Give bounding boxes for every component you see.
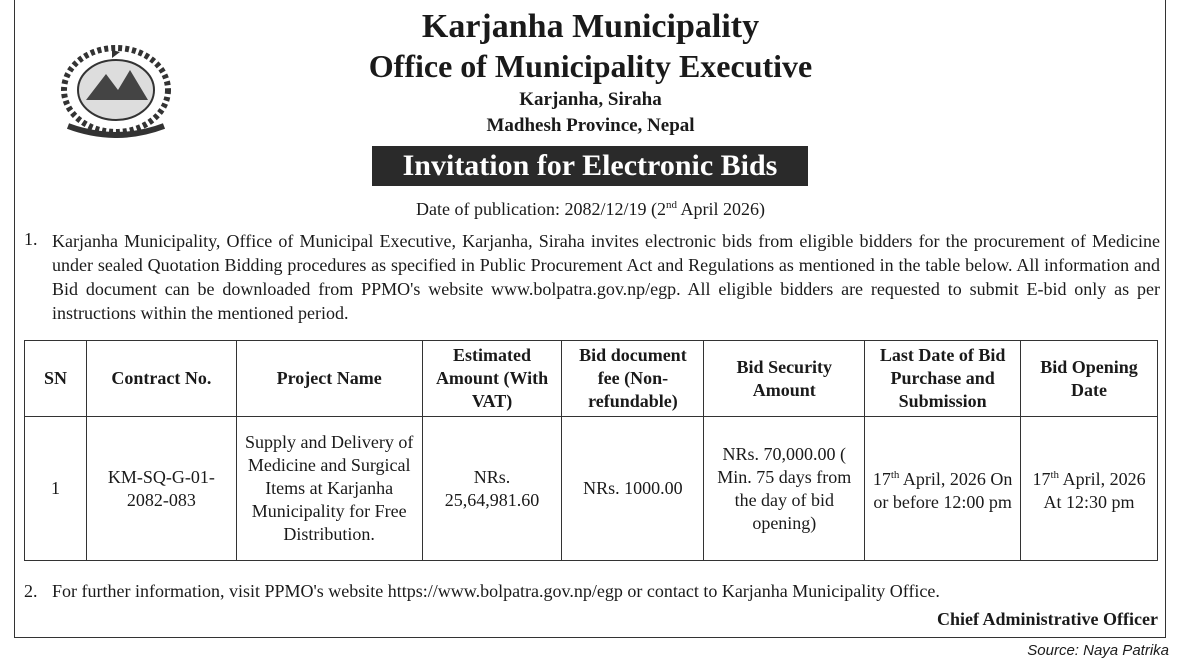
cell-contract: KM-SQ-G-01-2082-083: [86, 417, 236, 561]
paragraph-number: 2.: [24, 581, 38, 601]
col-header: Project Name: [236, 341, 422, 417]
col-header: Last Date of Bid Purchase and Submission: [865, 341, 1021, 417]
table-row: [25, 417, 1158, 561]
cell-security: NRs. 70,000.00 ( Min. 75 days from the day of bid opening): [704, 417, 865, 561]
address-line-1: Karjanha, Siraha: [519, 89, 662, 110]
paragraph-number: 1.: [24, 229, 38, 249]
paragraph-1: Karjanha Municipality, Office of Municipal Executive, Karjanha, Siraha invites electronic bids from eligible bidders for the procurement of Medicine under sealed Quotation Bidding procedures as specified in Public Procurement Act and Regulations as mentioned in the table below. All information and Bid document can be downloaded from PPMO's website www.bolpatra.gov.np/egp. All eligible bidders are requested to submit E-bid only as per instructions within the mentioned period.: [52, 231, 1160, 323]
paragraph-2: For further information, visit PPMO's website https://www.bolpatra.gov.np/egp or contact to Karjanha Municipality Office.: [52, 581, 940, 601]
cell-project: Supply and Delivery of Medicine and Surgical Items at Karjanha Municipality for Free Distribution.: [236, 417, 422, 561]
office-title: Office of Municipality Executive: [368, 48, 813, 84]
bid-table: [24, 340, 1158, 561]
col-header: Bid Opening Date: [1021, 341, 1158, 417]
notice-banner: Invitation for Electronic Bids: [372, 146, 808, 186]
publication-date: Date of publication: 2082/12/19 (2nd April 2026): [416, 199, 765, 219]
col-header: Estimated Amount (With VAT): [422, 341, 562, 417]
cell-last-date: 17th April, 2026 On or before 12:00 pm: [865, 417, 1021, 561]
cell-sn: 1: [25, 417, 87, 561]
municipality-title: Karjanha Municipality: [421, 8, 760, 45]
source-credit: Source: Naya Patrika: [1027, 642, 1169, 659]
col-header: Bid document fee (Non-refundable): [562, 341, 704, 417]
col-header: Contract No.: [86, 341, 236, 417]
cell-amount: NRs. 25,64,981.60: [422, 417, 562, 561]
col-header: Bid Security Amount: [704, 341, 865, 417]
signature: Chief Administrative Officer: [937, 609, 1158, 629]
address-line-2: Madhesh Province, Nepal: [486, 115, 695, 136]
table-header-row: [25, 341, 1158, 417]
cell-opening-date: 17th April, 2026 At 12:30 pm: [1021, 417, 1158, 561]
cell-fee: NRs. 1000.00: [562, 417, 704, 561]
col-header: SN: [25, 341, 87, 417]
